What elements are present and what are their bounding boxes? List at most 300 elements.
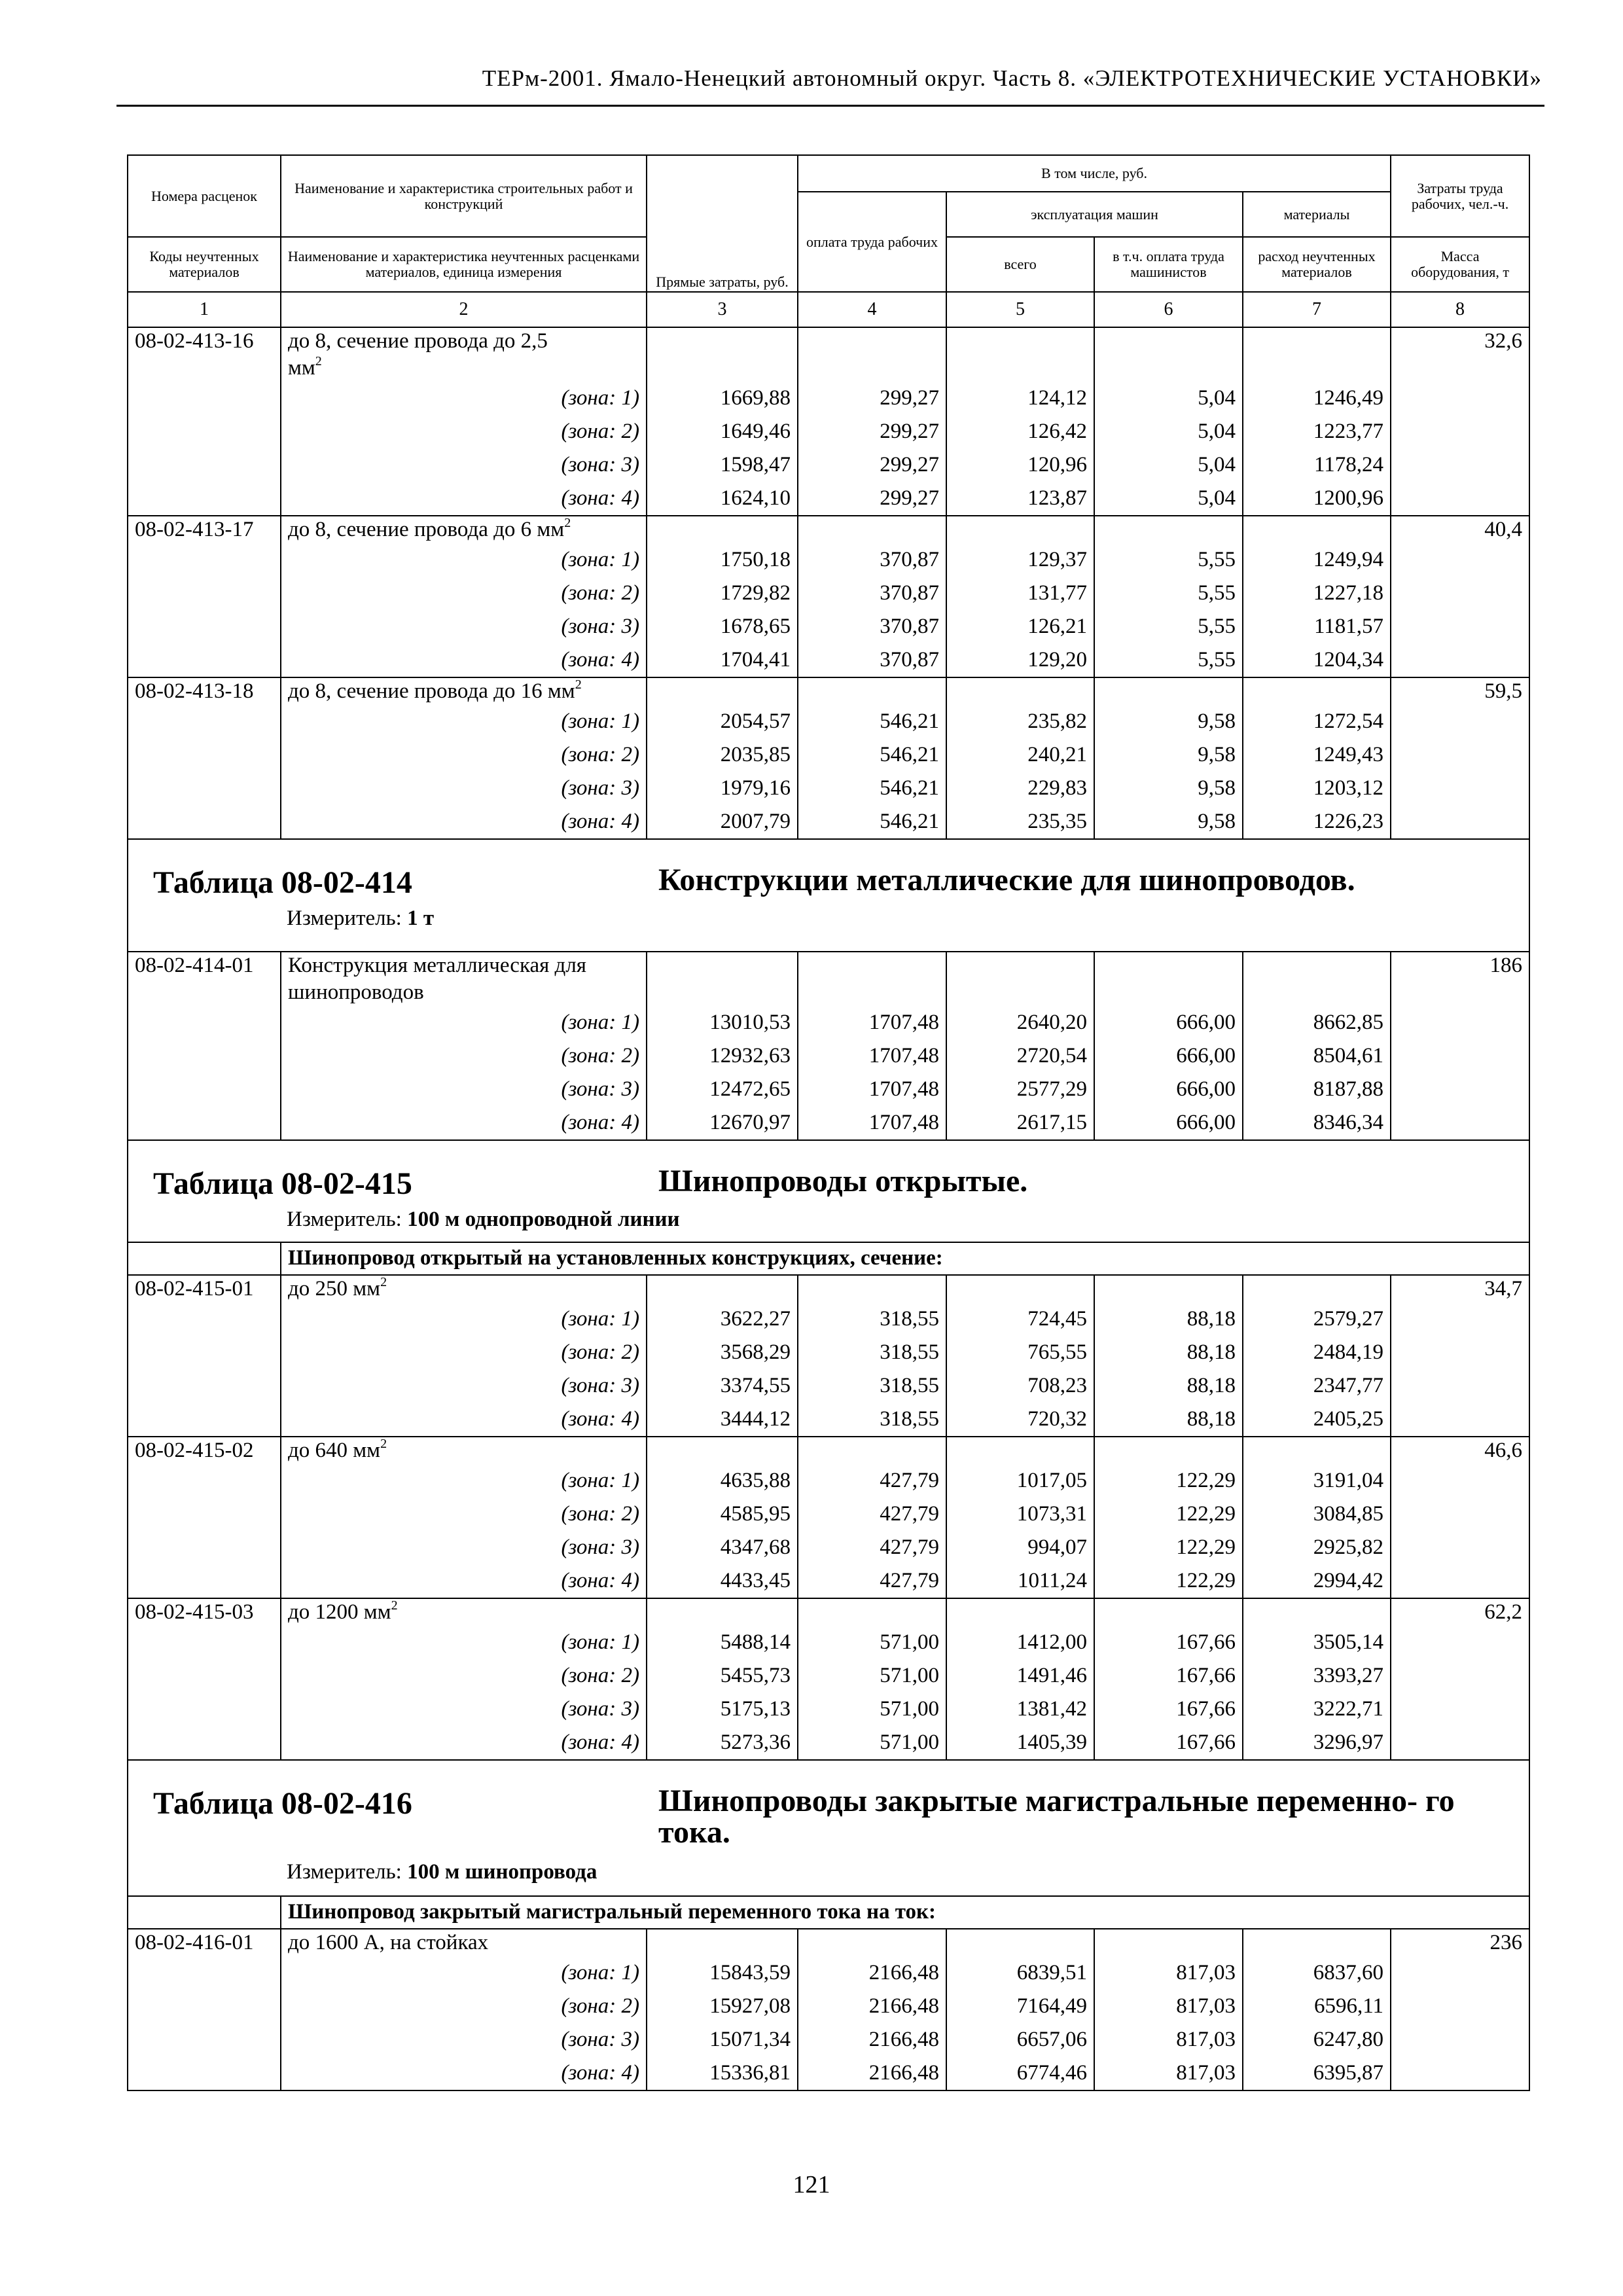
empty-cell (1094, 1598, 1243, 1626)
zone-label: (зона: 2) (281, 577, 647, 610)
table-title: Шинопроводы закрытые магистральные переменно- го тока. (658, 1784, 1455, 1850)
zone-row (128, 1531, 1529, 1564)
empty-cell (128, 1369, 281, 1403)
empty-cell (946, 516, 1094, 543)
empty-cell (946, 952, 1094, 979)
machine-total: 708,23 (946, 1369, 1094, 1403)
empty-cell (1391, 2023, 1529, 2056)
running-header: ТЕРм-2001. Ямало-Ненецкий автономный округ. Часть 8. «ЭЛЕКТРОТЕХНИЧЕСКИЕ УСТАНОВКИ» (482, 65, 1542, 91)
empty-cell (1391, 482, 1529, 516)
zone-row (128, 1302, 1529, 1336)
labor-pay: 2166,48 (798, 1990, 946, 2023)
machinist-pay: 5,55 (1094, 643, 1243, 677)
material-usage: 1178,24 (1243, 448, 1391, 482)
material-usage: 2994,42 (1243, 1564, 1391, 1598)
machinist-pay: 122,29 (1094, 1498, 1243, 1531)
description-text: Конструкция металлическая для (288, 954, 586, 977)
direct-cost: 1624,10 (647, 482, 798, 516)
empty-cell (1391, 1403, 1529, 1437)
table-heading-row (128, 1760, 1529, 1896)
zone-label: (зона: 2) (281, 1039, 647, 1073)
item-description (281, 355, 647, 382)
empty-cell (128, 543, 281, 577)
zone-label: (зона: 4) (281, 1106, 647, 1140)
material-usage: 1272,54 (1243, 705, 1391, 738)
empty-cell (128, 1564, 281, 1598)
zone-row (128, 1369, 1529, 1403)
zone-row (128, 1006, 1529, 1039)
item-description (281, 1929, 647, 1956)
empty-cell (128, 1039, 281, 1073)
col-material-codes: Коды неучтенных материалов (128, 237, 281, 292)
zone-row (128, 577, 1529, 610)
item-row (128, 516, 1529, 543)
col-number: 7 (1243, 292, 1391, 327)
material-usage: 6247,80 (1243, 2023, 1391, 2056)
empty-cell (128, 2023, 281, 2056)
table-heading (128, 839, 1529, 952)
empty-cell (647, 1275, 798, 1302)
machine-total: 6839,51 (946, 1956, 1094, 1990)
measure-unit (287, 1860, 597, 1884)
zone-row (128, 2056, 1529, 2090)
machinist-pay: 122,29 (1094, 1464, 1243, 1498)
measure-value: 1 т (407, 906, 435, 930)
labor-pay: 370,87 (798, 610, 946, 643)
material-usage: 2579,27 (1243, 1302, 1391, 1336)
direct-cost: 15927,08 (647, 1990, 798, 2023)
labor-pay: 1707,48 (798, 1106, 946, 1140)
description-text: шинопроводов (288, 980, 424, 1004)
empty-cell (128, 577, 281, 610)
machinist-pay: 5,55 (1094, 577, 1243, 610)
material-usage: 1203,12 (1243, 772, 1391, 805)
empty-cell (1094, 979, 1243, 1006)
material-usage: 1181,57 (1243, 610, 1391, 643)
description-text: до 250 мм (288, 1277, 381, 1300)
empty-cell (128, 415, 281, 448)
machinist-pay: 5,04 (1094, 415, 1243, 448)
direct-cost: 1750,18 (647, 543, 798, 577)
machinist-pay: 5,04 (1094, 448, 1243, 482)
empty-cell (1243, 355, 1391, 382)
col-labor-pay: оплата труда рабочих (798, 192, 946, 292)
labor-pay: 318,55 (798, 1403, 946, 1437)
labor-pay: 2166,48 (798, 2056, 946, 2090)
material-usage: 3191,04 (1243, 1464, 1391, 1498)
table-heading-block (135, 1761, 1522, 1895)
machinist-pay: 88,18 (1094, 1336, 1243, 1369)
equipment-mass: 34,7 (1391, 1275, 1529, 1302)
col-number: 1 (128, 292, 281, 327)
empty-cell (128, 1693, 281, 1726)
empty-cell (1391, 738, 1529, 772)
machine-total: 1011,24 (946, 1564, 1094, 1598)
labor-pay: 546,21 (798, 805, 946, 839)
machine-total: 129,20 (946, 643, 1094, 677)
labor-pay: 546,21 (798, 738, 946, 772)
empty-cell (647, 952, 798, 979)
empty-cell (128, 448, 281, 482)
empty-cell (1094, 1275, 1243, 1302)
zone-row (128, 543, 1529, 577)
zone-label: (зона: 2) (281, 415, 647, 448)
zone-label: (зона: 2) (281, 1659, 647, 1693)
empty-cell (128, 1464, 281, 1498)
empty-cell (1243, 979, 1391, 1006)
item-description (281, 516, 647, 543)
machinist-pay: 167,66 (1094, 1726, 1243, 1760)
empty-cell (128, 1336, 281, 1369)
labor-pay: 571,00 (798, 1659, 946, 1693)
labor-pay: 318,55 (798, 1302, 946, 1336)
material-usage: 6596,11 (1243, 1990, 1391, 2023)
labor-pay: 546,21 (798, 705, 946, 738)
column-numbers-row (128, 292, 1529, 327)
zone-row (128, 1073, 1529, 1106)
empty-cell (647, 1437, 798, 1464)
measure-unit (287, 906, 434, 931)
empty-cell (798, 1437, 946, 1464)
measure-value: 100 м шинопровода (407, 1860, 597, 1884)
page-number: 121 (793, 2171, 830, 2198)
empty-cell (798, 979, 946, 1006)
empty-cell (798, 1275, 946, 1302)
empty-cell (946, 1929, 1094, 1956)
zone-row (128, 448, 1529, 482)
empty-cell (798, 677, 946, 705)
empty-cell (128, 1956, 281, 1990)
zone-label: (зона: 3) (281, 448, 647, 482)
machinist-pay: 88,18 (1094, 1403, 1243, 1437)
empty-cell (1391, 1498, 1529, 1531)
empty-cell (946, 1437, 1094, 1464)
zone-row (128, 1564, 1529, 1598)
col-work-name: Наименование и характеристика строительных работ и конструкций (281, 155, 647, 237)
empty-cell (1391, 1693, 1529, 1726)
col-incl-machinists: в т.ч. оплата труда машинистов (1094, 237, 1243, 292)
col-number: 4 (798, 292, 946, 327)
zone-label: (зона: 3) (281, 772, 647, 805)
equipment-mass: 62,2 (1391, 1598, 1529, 1626)
machine-total: 720,32 (946, 1403, 1094, 1437)
direct-cost: 15071,34 (647, 2023, 798, 2056)
material-usage: 3505,14 (1243, 1626, 1391, 1659)
empty-cell (1391, 577, 1529, 610)
empty-cell (128, 1896, 281, 1929)
zone-row (128, 738, 1529, 772)
material-usage: 3222,71 (1243, 1693, 1391, 1726)
equipment-mass: 40,4 (1391, 516, 1529, 543)
item-description (281, 1437, 647, 1464)
zone-label: (зона: 1) (281, 705, 647, 738)
rate-code: 08-02-415-02 (128, 1437, 281, 1464)
material-usage: 3393,27 (1243, 1659, 1391, 1693)
machine-total: 765,55 (946, 1336, 1094, 1369)
empty-cell (946, 677, 1094, 705)
labor-pay: 427,79 (798, 1464, 946, 1498)
zone-row (128, 1693, 1529, 1726)
zone-row (128, 415, 1529, 448)
empty-cell (1243, 677, 1391, 705)
direct-cost: 1649,46 (647, 415, 798, 448)
labor-pay: 427,79 (798, 1498, 946, 1531)
direct-cost: 12472,65 (647, 1073, 798, 1106)
empty-cell (1391, 979, 1529, 1006)
empty-cell (1391, 705, 1529, 738)
material-usage: 2484,19 (1243, 1336, 1391, 1369)
machine-total: 2640,20 (946, 1006, 1094, 1039)
direct-cost: 4347,68 (647, 1531, 798, 1564)
labor-pay: 318,55 (798, 1336, 946, 1369)
empty-cell (1391, 1106, 1529, 1140)
machine-total: 1412,00 (946, 1626, 1094, 1659)
empty-cell (1391, 1369, 1529, 1403)
empty-cell (1391, 610, 1529, 643)
description-text: мм (288, 356, 315, 380)
zone-row (128, 1039, 1529, 1073)
empty-cell (128, 1242, 281, 1275)
empty-cell (798, 1598, 946, 1626)
machinist-pay: 5,55 (1094, 543, 1243, 577)
direct-cost: 1678,65 (647, 610, 798, 643)
unit-exponent: 2 (315, 354, 322, 368)
empty-cell (128, 1531, 281, 1564)
col-machines: эксплуатация машин (946, 192, 1243, 237)
item-description (281, 327, 647, 355)
material-usage: 1223,77 (1243, 415, 1391, 448)
zone-label: (зона: 4) (281, 2056, 647, 2090)
direct-cost: 4635,88 (647, 1464, 798, 1498)
zone-row (128, 1956, 1529, 1990)
labor-pay: 1707,48 (798, 1073, 946, 1106)
item-row (128, 677, 1529, 705)
material-usage: 2405,25 (1243, 1403, 1391, 1437)
machinist-pay: 5,55 (1094, 610, 1243, 643)
labor-pay: 2166,48 (798, 1956, 946, 1990)
labor-pay: 571,00 (798, 1626, 946, 1659)
empty-cell (128, 1659, 281, 1693)
item-description (281, 1275, 647, 1302)
col-number: 6 (1094, 292, 1243, 327)
machinist-pay: 5,04 (1094, 382, 1243, 415)
empty-cell (647, 327, 798, 355)
direct-cost: 12670,97 (647, 1106, 798, 1140)
equipment-mass: 186 (1391, 952, 1529, 979)
zone-row (128, 1726, 1529, 1760)
col-total: всего (946, 237, 1094, 292)
empty-cell (1391, 543, 1529, 577)
empty-cell (1094, 355, 1243, 382)
empty-cell (1243, 1437, 1391, 1464)
zone-row (128, 1626, 1529, 1659)
direct-cost: 1598,47 (647, 448, 798, 482)
equipment-mass: 46,6 (1391, 1437, 1529, 1464)
empty-cell (1243, 952, 1391, 979)
zone-row (128, 1336, 1529, 1369)
zone-label: (зона: 4) (281, 1726, 647, 1760)
empty-cell (946, 355, 1094, 382)
direct-cost: 1979,16 (647, 772, 798, 805)
table-number: Таблица 08-02-416 (153, 1786, 412, 1821)
direct-cost: 2054,57 (647, 705, 798, 738)
labor-pay: 299,27 (798, 382, 946, 415)
zone-label: (зона: 1) (281, 1626, 647, 1659)
empty-cell (128, 738, 281, 772)
labor-pay: 571,00 (798, 1726, 946, 1760)
empty-cell (1391, 772, 1529, 805)
direct-cost: 2007,79 (647, 805, 798, 839)
machine-total: 131,77 (946, 577, 1094, 610)
labor-pay: 318,55 (798, 1369, 946, 1403)
machine-total: 120,96 (946, 448, 1094, 482)
item-row (128, 1437, 1529, 1464)
machine-total: 1491,46 (946, 1659, 1094, 1693)
empty-cell (128, 705, 281, 738)
item-description (281, 952, 647, 979)
machine-total: 1405,39 (946, 1726, 1094, 1760)
empty-cell (1391, 1626, 1529, 1659)
machinist-pay: 9,58 (1094, 772, 1243, 805)
direct-cost: 3568,29 (647, 1336, 798, 1369)
machine-total: 1017,05 (946, 1464, 1094, 1498)
empty-cell (1391, 1073, 1529, 1106)
empty-cell (798, 952, 946, 979)
machine-total: 2617,15 (946, 1106, 1094, 1140)
material-usage: 1246,49 (1243, 382, 1391, 415)
machinist-pay: 9,58 (1094, 805, 1243, 839)
labor-pay: 546,21 (798, 772, 946, 805)
empty-cell (1391, 448, 1529, 482)
header-rule (116, 105, 1544, 107)
machinist-pay: 88,18 (1094, 1369, 1243, 1403)
machine-total: 129,37 (946, 543, 1094, 577)
empty-cell (647, 355, 798, 382)
zone-label: (зона: 3) (281, 1531, 647, 1564)
material-usage: 8662,85 (1243, 1006, 1391, 1039)
machinist-pay: 817,03 (1094, 2056, 1243, 2090)
empty-cell (128, 1006, 281, 1039)
material-usage: 1204,34 (1243, 643, 1391, 677)
direct-cost: 5488,14 (647, 1626, 798, 1659)
measure-label: Измеритель: (287, 1208, 402, 1231)
direct-cost: 3622,27 (647, 1302, 798, 1336)
empty-cell (1243, 516, 1391, 543)
material-usage: 1200,96 (1243, 482, 1391, 516)
col-equipment-mass: Масса оборудования, т (1391, 237, 1529, 292)
item-description (281, 677, 647, 705)
material-usage: 1249,94 (1243, 543, 1391, 577)
rate-code: 08-02-416-01 (128, 1929, 281, 1956)
rate-code: 08-02-414-01 (128, 952, 281, 979)
machine-total: 6657,06 (946, 2023, 1094, 2056)
machine-total: 1381,42 (946, 1693, 1094, 1726)
material-usage: 8346,34 (1243, 1106, 1391, 1140)
item-row (128, 1275, 1529, 1302)
description-text: до 8, сечение провода до 6 мм (288, 518, 565, 541)
table-number: Таблица 08-02-415 (153, 1166, 412, 1201)
labor-pay: 370,87 (798, 643, 946, 677)
empty-cell (1391, 1006, 1529, 1039)
zone-label: (зона: 1) (281, 1006, 647, 1039)
labor-pay: 571,00 (798, 1693, 946, 1726)
col-material-names: Наименование и характеристика неучтенных расценками материалов, единица измерения (281, 237, 647, 292)
labor-pay: 299,27 (798, 415, 946, 448)
rate-code: 08-02-413-18 (128, 677, 281, 705)
machinist-pay: 9,58 (1094, 738, 1243, 772)
machinist-pay: 122,29 (1094, 1531, 1243, 1564)
item-row (128, 952, 1529, 979)
col-direct-costs: Прямые затраты, руб. (647, 155, 798, 292)
zone-row (128, 705, 1529, 738)
zone-label: (зона: 4) (281, 482, 647, 516)
empty-cell (1391, 805, 1529, 839)
col-number: 2 (281, 292, 647, 327)
empty-cell (128, 1726, 281, 1760)
zone-row (128, 610, 1529, 643)
machine-total: 123,87 (946, 482, 1094, 516)
machinist-pay: 122,29 (1094, 1564, 1243, 1598)
zone-row (128, 2023, 1529, 2056)
direct-cost: 15843,59 (647, 1956, 798, 1990)
measure-label: Измеритель: (287, 906, 402, 930)
direct-cost: 1729,82 (647, 577, 798, 610)
direct-cost: 13010,53 (647, 1006, 798, 1039)
col-including: В том числе, руб. (798, 155, 1391, 192)
empty-cell (798, 516, 946, 543)
empty-cell (798, 1929, 946, 1956)
empty-cell (647, 677, 798, 705)
col-materials: материалы (1243, 192, 1391, 237)
zone-label: (зона: 2) (281, 1336, 647, 1369)
rate-code: 08-02-415-03 (128, 1598, 281, 1626)
labor-pay: 427,79 (798, 1531, 946, 1564)
empty-cell (1391, 1302, 1529, 1336)
empty-cell (1391, 1531, 1529, 1564)
machinist-pay: 167,66 (1094, 1626, 1243, 1659)
item-description (281, 1598, 647, 1626)
machinist-pay: 9,58 (1094, 705, 1243, 738)
material-usage: 2347,77 (1243, 1369, 1391, 1403)
rate-code: 08-02-415-01 (128, 1275, 281, 1302)
unit-exponent: 2 (380, 1275, 387, 1289)
machine-total: 2577,29 (946, 1073, 1094, 1106)
machine-total: 240,21 (946, 738, 1094, 772)
zone-row (128, 772, 1529, 805)
zone-label: (зона: 3) (281, 1073, 647, 1106)
col-material-usage: расход неучтенных материалов (1243, 237, 1391, 292)
machinist-pay: 666,00 (1094, 1106, 1243, 1140)
empty-cell (946, 1598, 1094, 1626)
machine-total: 994,07 (946, 1531, 1094, 1564)
description-text: до 1600 А, на стойках (288, 1931, 489, 1954)
machine-total: 229,83 (946, 772, 1094, 805)
empty-cell (1094, 1929, 1243, 1956)
machine-total: 235,35 (946, 805, 1094, 839)
table-title: Шинопроводы открытые. (658, 1164, 1028, 1198)
zone-row (128, 805, 1529, 839)
col-labor-cost: Затраты труда рабочих, чел.-ч. (1391, 155, 1529, 237)
item-row (128, 979, 1529, 1006)
zone-row (128, 1659, 1529, 1693)
unit-exponent: 2 (575, 677, 582, 692)
direct-cost: 3444,12 (647, 1403, 798, 1437)
labor-pay: 1707,48 (798, 1006, 946, 1039)
machine-total: 124,12 (946, 382, 1094, 415)
subheading-row (128, 1896, 1529, 1929)
zone-label: (зона: 2) (281, 1498, 647, 1531)
empty-cell (1391, 1564, 1529, 1598)
